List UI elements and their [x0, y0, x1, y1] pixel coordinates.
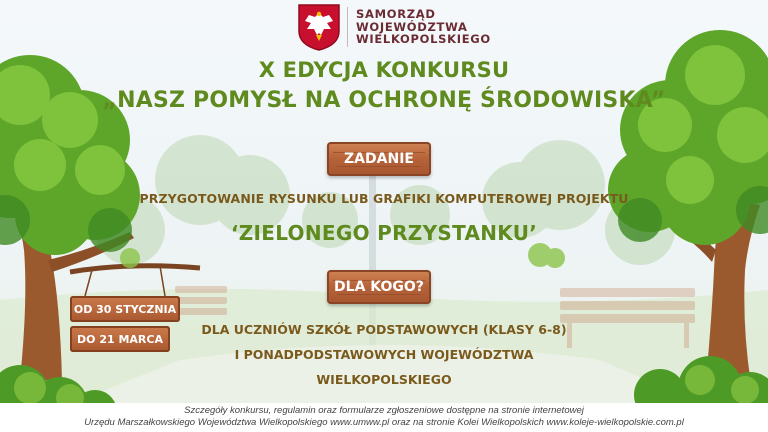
- title-edition: X EDYCJA KONKURSU: [258, 58, 510, 82]
- title-contest-name: „NASZ POMYSŁ NA OCHRONĘ ŚRODOWISKA”: [102, 88, 666, 113]
- task-description: PRZYGOTOWANIE RYSUNKU LUB GRAFIKI KOMPUTEROWEJ PROJEKTU: [139, 191, 629, 206]
- logo-line-2: WOJEWÓDZTWA: [356, 19, 468, 34]
- footer-line-1: Szczegóły konkursu, regulamin oraz formularze zgłoszeniowe dostępne na stronie internetowej: [184, 405, 584, 416]
- logo-line-3: WIELKOPOLSKIEGO: [356, 32, 491, 47]
- logo-divider: [347, 7, 348, 47]
- date-start-sign: OD 30 STYCZNIA: [70, 296, 180, 322]
- logo-text: [356, 8, 491, 46]
- audience-line-2: I PONADPODSTAWOWYCH WOJEWÓDZTWA: [234, 347, 534, 362]
- date-end-sign: DO 21 MARCA: [70, 326, 170, 352]
- audience-sign: [327, 270, 431, 304]
- logo: [297, 3, 491, 51]
- task-sign-label: ZADANIE: [344, 151, 414, 167]
- footer: [0, 403, 768, 432]
- logo-line-1: SAMORZĄD: [356, 7, 436, 22]
- footer-line-2: Urzędu Marszałkowskiego Województwa Wielkopolskiego www.umww.pl oraz na stronie Kolei Wielkopolskich www.koleje-wielkopolskie.com.pl: [84, 417, 684, 428]
- task-highlight: ‘ZIELONEGO PRZYSTANKU’: [230, 221, 538, 245]
- audience-line-3: WIELKOPOLSKIEGO: [316, 372, 452, 387]
- audience-line-1: DLA UCZNIÓW SZKÓŁ PODSTAWOWYCH (KLASY 6-8): [201, 322, 567, 337]
- eagle-coat-of-arms-icon: [297, 3, 341, 51]
- audience-sign-label: DLA KOGO?: [334, 279, 424, 295]
- task-sign: [327, 142, 431, 176]
